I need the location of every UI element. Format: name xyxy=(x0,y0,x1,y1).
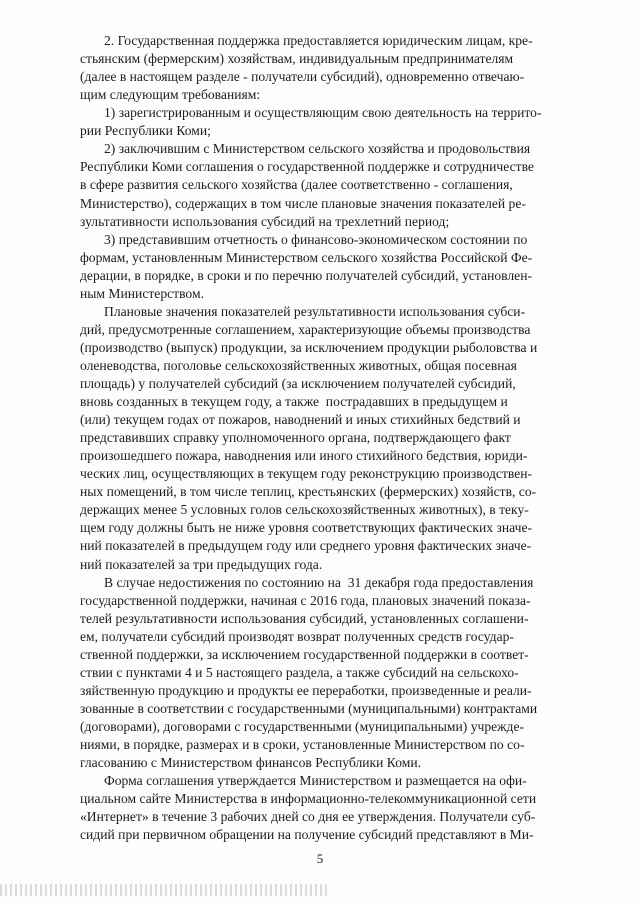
text-line: дерации, в порядке, в сроки и по перечню получателей субсидий, установлен- xyxy=(80,267,532,283)
text-line: произошедшего пожара, наводнения или иного стихийного бедствия, юриди- xyxy=(80,448,528,464)
text-line: зяйственную продукцию и продукты ее переработки, произведенные и реали- xyxy=(80,682,532,698)
text-line: циальном сайте Министерства в информационно-телекоммуникационной сети xyxy=(80,791,537,807)
text-line: телей результативности использования субсидий, установленных соглашени- xyxy=(80,610,529,626)
text-line: зованные в соответствии с государственными (муниципальными) контрактами xyxy=(80,700,538,716)
text-line: представивших справку уполномоченного органа, подтверждающего факт xyxy=(80,430,511,446)
text-line: вновь созданных в текущем году, а также пострадавших в предыдущем и xyxy=(80,394,508,409)
text-line: (договорами), договорами с государственными (муниципальными) учрежде- xyxy=(80,718,525,734)
text-line: 2) заключившим с Министерством сельского хозяйства и продовольствия xyxy=(104,141,531,157)
text-line: держащих менее 5 условных голов сельскохозяйственных животных), в теку- xyxy=(80,502,529,518)
text-line: Министерство), содержащих в том числе плановые значения показателей ре- xyxy=(80,195,526,211)
scan-noise xyxy=(0,884,330,896)
text-line: ным Министерством. xyxy=(80,285,204,301)
text-line: формам, установленным Министерством сельского хозяйства Российской Фе- xyxy=(80,249,533,265)
text-line: Плановые значения показателей результативности использования субси- xyxy=(104,303,526,319)
text-line: ний показателей за три предыдущих года. xyxy=(80,556,323,572)
text-line: щем году должны быть не ниже уровня соответствующих фактических значе- xyxy=(80,520,533,536)
text-line: (или) текущем годах от пожаров, наводнений и иных стихийных бедствий и xyxy=(80,412,521,428)
text-line: ниями, в порядке, размерах и в сроки, установленные Министерством по со- xyxy=(80,737,525,752)
text-line: 3) представившим отчетность о финансово-экономическом состоянии по xyxy=(104,231,528,247)
text-line: «Интернет» в течение 3 рабочих дней со дня ее утверждения. Получатели суб- xyxy=(80,809,536,825)
text-line: Республики Коми соглашения о государственной поддержке и сотрудничестве xyxy=(80,159,534,175)
text-line: сидий при первичном обращении на получение субсидий представляют в Ми- xyxy=(80,827,534,843)
text-line: ческих лиц, осуществляющих в текущем году реконструкцию производствен- xyxy=(80,466,533,482)
text-line: 1) зарегистрированным и осуществляющим свою деятельность на террито- xyxy=(104,105,542,121)
text-line: в сфере развития сельского хозяйства (далее соответственно - соглашения, xyxy=(80,177,513,193)
text-line: 2. Государственная поддержка предоставляется юридическим лицам, кре- xyxy=(104,33,533,48)
text-line: стьянским (фермерским) хозяйствам, индивидуальным предпринимателям xyxy=(80,51,514,66)
page-number: 5 xyxy=(316,851,324,867)
text-line: государственной поддержки, начиная с 2016 года, плановых значений показа- xyxy=(80,592,531,608)
text-line: рии Республики Коми; xyxy=(80,123,211,139)
text-line: зультативности использования субсидий на трехлетний период; xyxy=(80,213,450,229)
text-line: дий, предусмотренные соглашением, характеризующие объемы производства xyxy=(80,321,531,337)
text-line: щим следующим требованиям: xyxy=(80,87,261,103)
text-line: ствии с пунктами 4 и 5 настоящего раздела, а также субсидий на сельскохо- xyxy=(80,664,519,680)
text-line: оленеводства, поголовье сельскохозяйственных животных, общая посевная xyxy=(80,357,517,373)
text-line: гласованию с Министерством финансов Республики Коми. xyxy=(80,755,422,770)
text-line: ных помещений, в том числе теплиц, крестьянских (фермерских) хозяйств, со- xyxy=(80,484,537,500)
text-line: ственной поддержки, за исключением государственной поддержки в соответ- xyxy=(80,646,529,662)
text-line: (производство (выпуск) продукции, за исключением продукции рыболовства и xyxy=(80,339,538,355)
text-line: ний показателей в предыдущем году или среднего уровня фактических значе- xyxy=(80,538,532,554)
text-line: (далее в настоящем разделе - получатели субсидий), одновременно отвечаю- xyxy=(80,69,525,85)
text-line: В случае недостижения по состоянию на 31 декабря года предоставления xyxy=(104,574,534,590)
text-line: Форма соглашения утверждается Министерством и размещается на офи- xyxy=(104,773,527,789)
text-line: ем, получатели субсидий производят возврат полученных средств государ- xyxy=(80,628,514,644)
text-line: площадь) у получателей субсидий (за исключением получателей субсидий, xyxy=(80,375,516,391)
